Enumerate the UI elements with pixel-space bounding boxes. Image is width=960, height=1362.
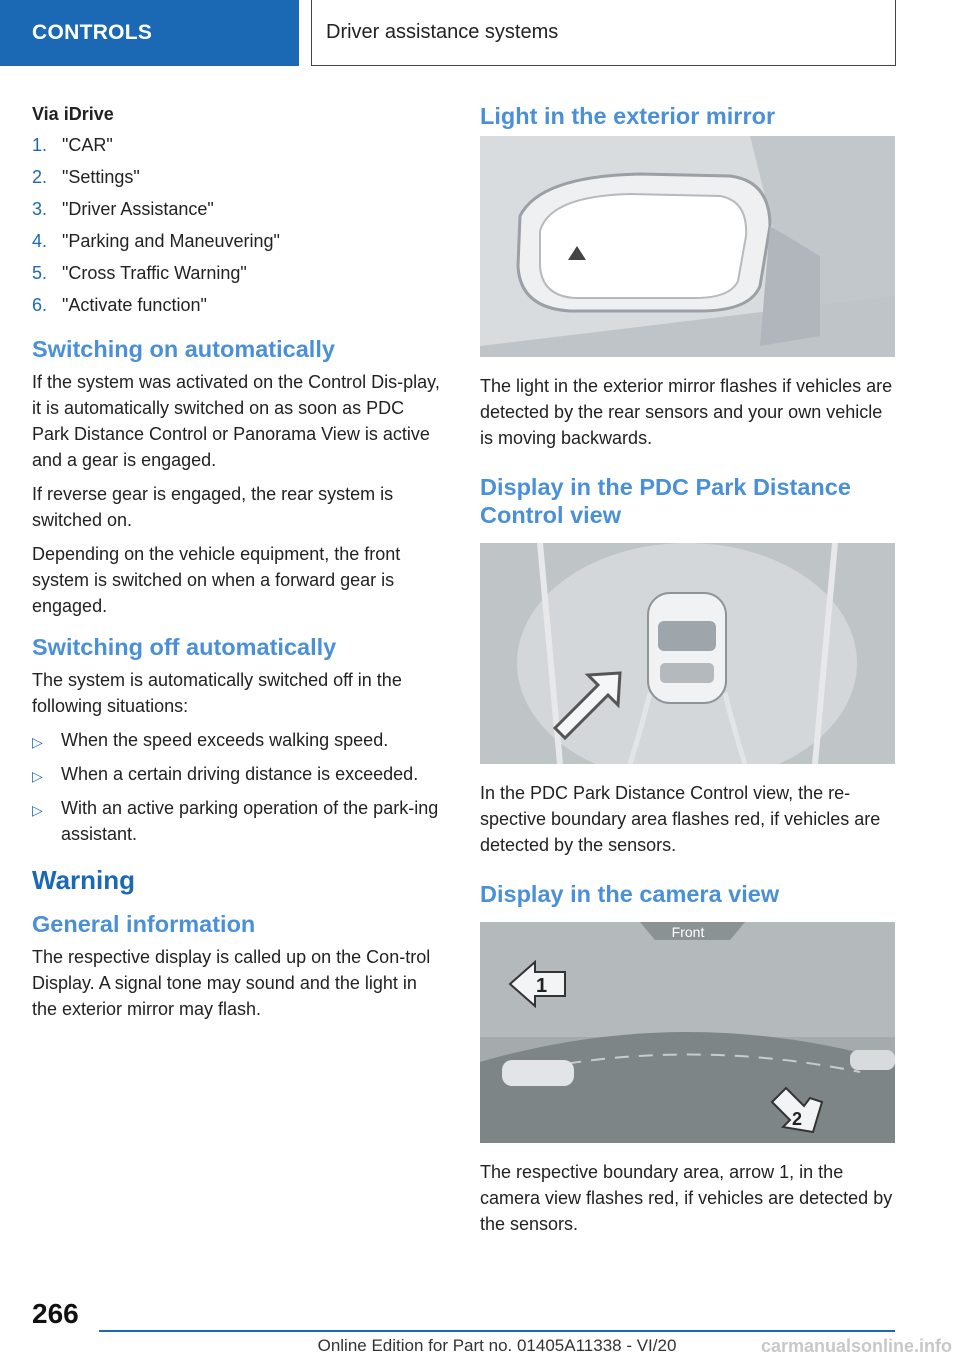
step-number: 4. bbox=[32, 231, 48, 251]
bullet-text: When the speed exceeds walking speed. bbox=[61, 730, 389, 750]
page-header bbox=[0, 0, 960, 66]
step-number: 1. bbox=[32, 135, 48, 155]
idrive-steps bbox=[32, 129, 442, 321]
section-tab[interactable]: CONTROLS bbox=[0, 0, 299, 66]
list-item bbox=[32, 129, 442, 161]
list-item bbox=[32, 257, 442, 289]
step-text: "Parking and Maneuvering" bbox=[62, 231, 280, 251]
step-text: "Cross Traffic Warning" bbox=[62, 263, 247, 283]
switch-off-heading: Switching off automatically bbox=[32, 634, 337, 660]
list-item bbox=[32, 193, 442, 225]
camera-paragraph: The respective boundary area, arrow 1, in the camera view flashes red, if vehicles are detected by the sensors. bbox=[480, 1162, 893, 1234]
step-number: 6. bbox=[32, 295, 48, 315]
warning-heading: Warning bbox=[32, 865, 136, 895]
bullet-triangle-icon: ▷ bbox=[32, 802, 43, 818]
via-idrive-label: Via iDrive bbox=[32, 104, 114, 124]
list-item bbox=[32, 761, 442, 789]
step-text: "Driver Assistance" bbox=[62, 199, 214, 219]
mirror-paragraph: The light in the exterior mirror flashes if vehicles are detected by the rear sensors and your own vehicle is moving backwards. bbox=[480, 376, 893, 448]
step-text: "Settings" bbox=[62, 167, 140, 187]
list-item bbox=[32, 727, 442, 755]
bullet-text: With an active parking operation of the park-ing assistant. bbox=[61, 798, 439, 844]
step-text: "CAR" bbox=[62, 135, 113, 155]
pdc-illustration bbox=[480, 543, 895, 764]
edition-label: Online Edition for Part no. 01405A11338 - VI/20 bbox=[317, 1336, 677, 1355]
footer-rule bbox=[99, 1330, 895, 1332]
pdc-view-image bbox=[480, 543, 895, 764]
switch-on-paragraph-1: If the system was activated on the Control Dis-play, it is automatically switched on as soon as PDC Park Distance Control or Panorama View is active and a gear is engaged. bbox=[32, 372, 440, 470]
switch-on-paragraph-2: If reverse gear is engaged, the rear system is switched on. bbox=[32, 484, 394, 530]
switch-on-heading: Switching on automatically bbox=[32, 336, 335, 362]
pdc-paragraph: In the PDC Park Distance Control view, the re-spective boundary area flashes red, if vehicles are detected by the sensors. bbox=[480, 783, 881, 855]
general-info-paragraph: The respective display is called up on the Con-trol Display. A signal tone may sound and the light in the exterior mirror may flash. bbox=[32, 947, 431, 1019]
list-item bbox=[32, 225, 442, 257]
bullet-triangle-icon: ▷ bbox=[32, 734, 43, 750]
step-number: 2. bbox=[32, 167, 48, 187]
camera-illustration bbox=[480, 922, 895, 1143]
front-label: Front bbox=[671, 924, 705, 940]
mirror-heading: Light in the exterior mirror bbox=[480, 103, 776, 129]
switch-on-paragraph-3: Depending on the vehicle equipment, the front system is switched on when a forward gear is engaged. bbox=[32, 544, 401, 616]
step-number: 3. bbox=[32, 199, 48, 219]
list-item bbox=[32, 161, 442, 193]
exterior-mirror-image bbox=[480, 136, 895, 357]
watermark: carmanualsonline.info bbox=[760, 1336, 952, 1356]
list-item bbox=[32, 795, 442, 847]
bullet-triangle-icon: ▷ bbox=[32, 768, 43, 784]
arrow-2-label: 2 bbox=[792, 1109, 803, 1129]
arrow-1-label: 1 bbox=[536, 975, 548, 997]
camera-heading: Display in the camera view bbox=[480, 881, 780, 907]
bullet-text: When a certain driving distance is exceeded. bbox=[61, 764, 419, 784]
page-number: 266 bbox=[32, 1298, 79, 1329]
switch-off-list bbox=[32, 727, 442, 847]
camera-view-image bbox=[480, 922, 895, 1143]
mirror-illustration bbox=[480, 136, 895, 357]
step-number: 5. bbox=[32, 263, 48, 283]
step-text: "Activate function" bbox=[62, 295, 207, 315]
right-column bbox=[480, 100, 895, 1245]
general-info-heading: General information bbox=[32, 911, 256, 937]
switch-off-intro: The system is automatically switched off in the following situations: bbox=[32, 670, 402, 716]
pdc-heading: Display in the PDC Park Distance Control view bbox=[480, 474, 851, 528]
left-column bbox=[32, 100, 442, 1030]
page-topic: Driver assistance systems bbox=[311, 0, 896, 66]
list-item bbox=[32, 289, 442, 321]
